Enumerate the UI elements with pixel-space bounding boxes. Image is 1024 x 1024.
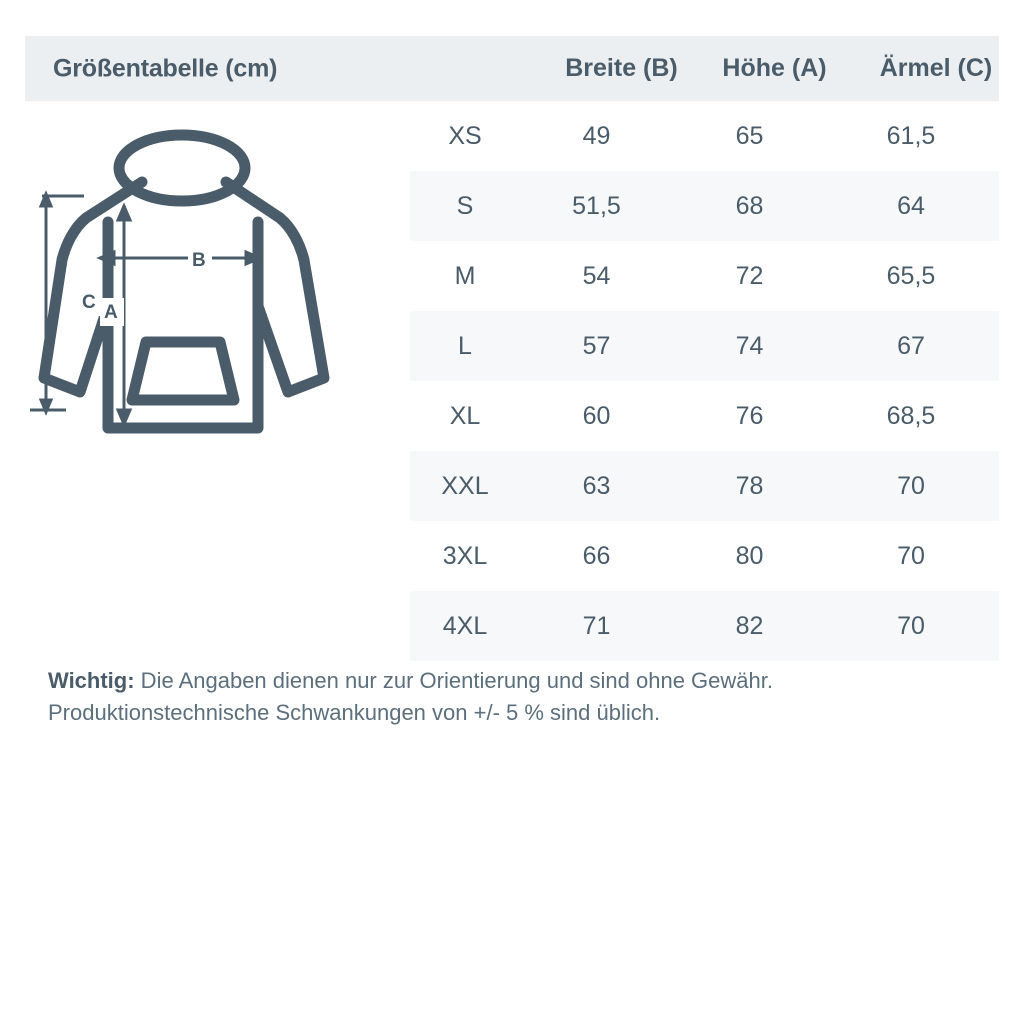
cell-height: 82	[735, 611, 764, 640]
label-c: C	[82, 292, 96, 313]
cell-sleeve: 70	[897, 611, 925, 640]
disclaimer-label: Wichtig:	[48, 668, 135, 693]
cell-size: XS	[448, 121, 482, 150]
cell-size: 3XL	[442, 541, 488, 570]
table-header	[25, 36, 999, 101]
cell-width: 49	[582, 121, 611, 150]
cell-width: 63	[582, 471, 611, 500]
table-row	[410, 591, 999, 661]
cell-sleeve: 61,5	[886, 121, 936, 150]
header-height: Höhe (A)	[722, 54, 827, 82]
cell-sleeve: 67	[897, 331, 925, 360]
label-b: B	[192, 250, 206, 271]
page-title: Größentabelle (cm)	[53, 54, 278, 82]
disclaimer	[48, 665, 998, 729]
cell-width: 60	[582, 401, 611, 430]
size-table	[410, 101, 999, 661]
cell-sleeve: 70	[897, 471, 925, 500]
table-row	[410, 241, 999, 311]
cell-size: S	[456, 191, 474, 220]
header-sleeve: Ärmel (C)	[879, 54, 993, 82]
cell-height: 78	[735, 471, 764, 500]
cell-height: 74	[735, 331, 764, 360]
cell-size: L	[458, 331, 472, 360]
cell-sleeve: 68,5	[886, 401, 936, 430]
cell-width: 71	[582, 611, 611, 640]
cell-sleeve: 64	[897, 191, 925, 220]
cell-size: XL	[449, 401, 481, 430]
cell-height: 76	[735, 401, 764, 430]
cell-size: M	[454, 261, 476, 290]
table-row	[410, 101, 999, 171]
table-row	[410, 381, 999, 451]
hoodie-illustration	[30, 110, 410, 480]
cell-sleeve: 70	[897, 541, 925, 570]
disclaimer-text: Die Angaben dienen nur zur Orientierung und sind ohne Gewähr. Produktionstechnische Schwankungen von +/- 5 % sind üblich.	[48, 668, 773, 725]
cell-height: 65	[735, 121, 764, 150]
cell-width: 51,5	[572, 191, 621, 220]
header-width: Breite (B)	[565, 54, 678, 82]
cell-height: 72	[735, 261, 764, 290]
table-row	[410, 311, 999, 381]
cell-height: 68	[735, 191, 764, 220]
cell-width: 54	[582, 261, 611, 290]
cell-sleeve: 65,5	[886, 261, 936, 290]
header-columns	[435, 36, 1024, 101]
cell-width: 66	[582, 541, 611, 570]
cell-size: XXL	[441, 471, 489, 500]
cell-height: 80	[735, 541, 764, 570]
label-a: A	[104, 302, 118, 323]
table-row	[410, 451, 999, 521]
cell-width: 57	[582, 331, 611, 360]
table-row	[410, 521, 999, 591]
table-row	[410, 171, 999, 241]
cell-size: 4XL	[442, 611, 488, 640]
